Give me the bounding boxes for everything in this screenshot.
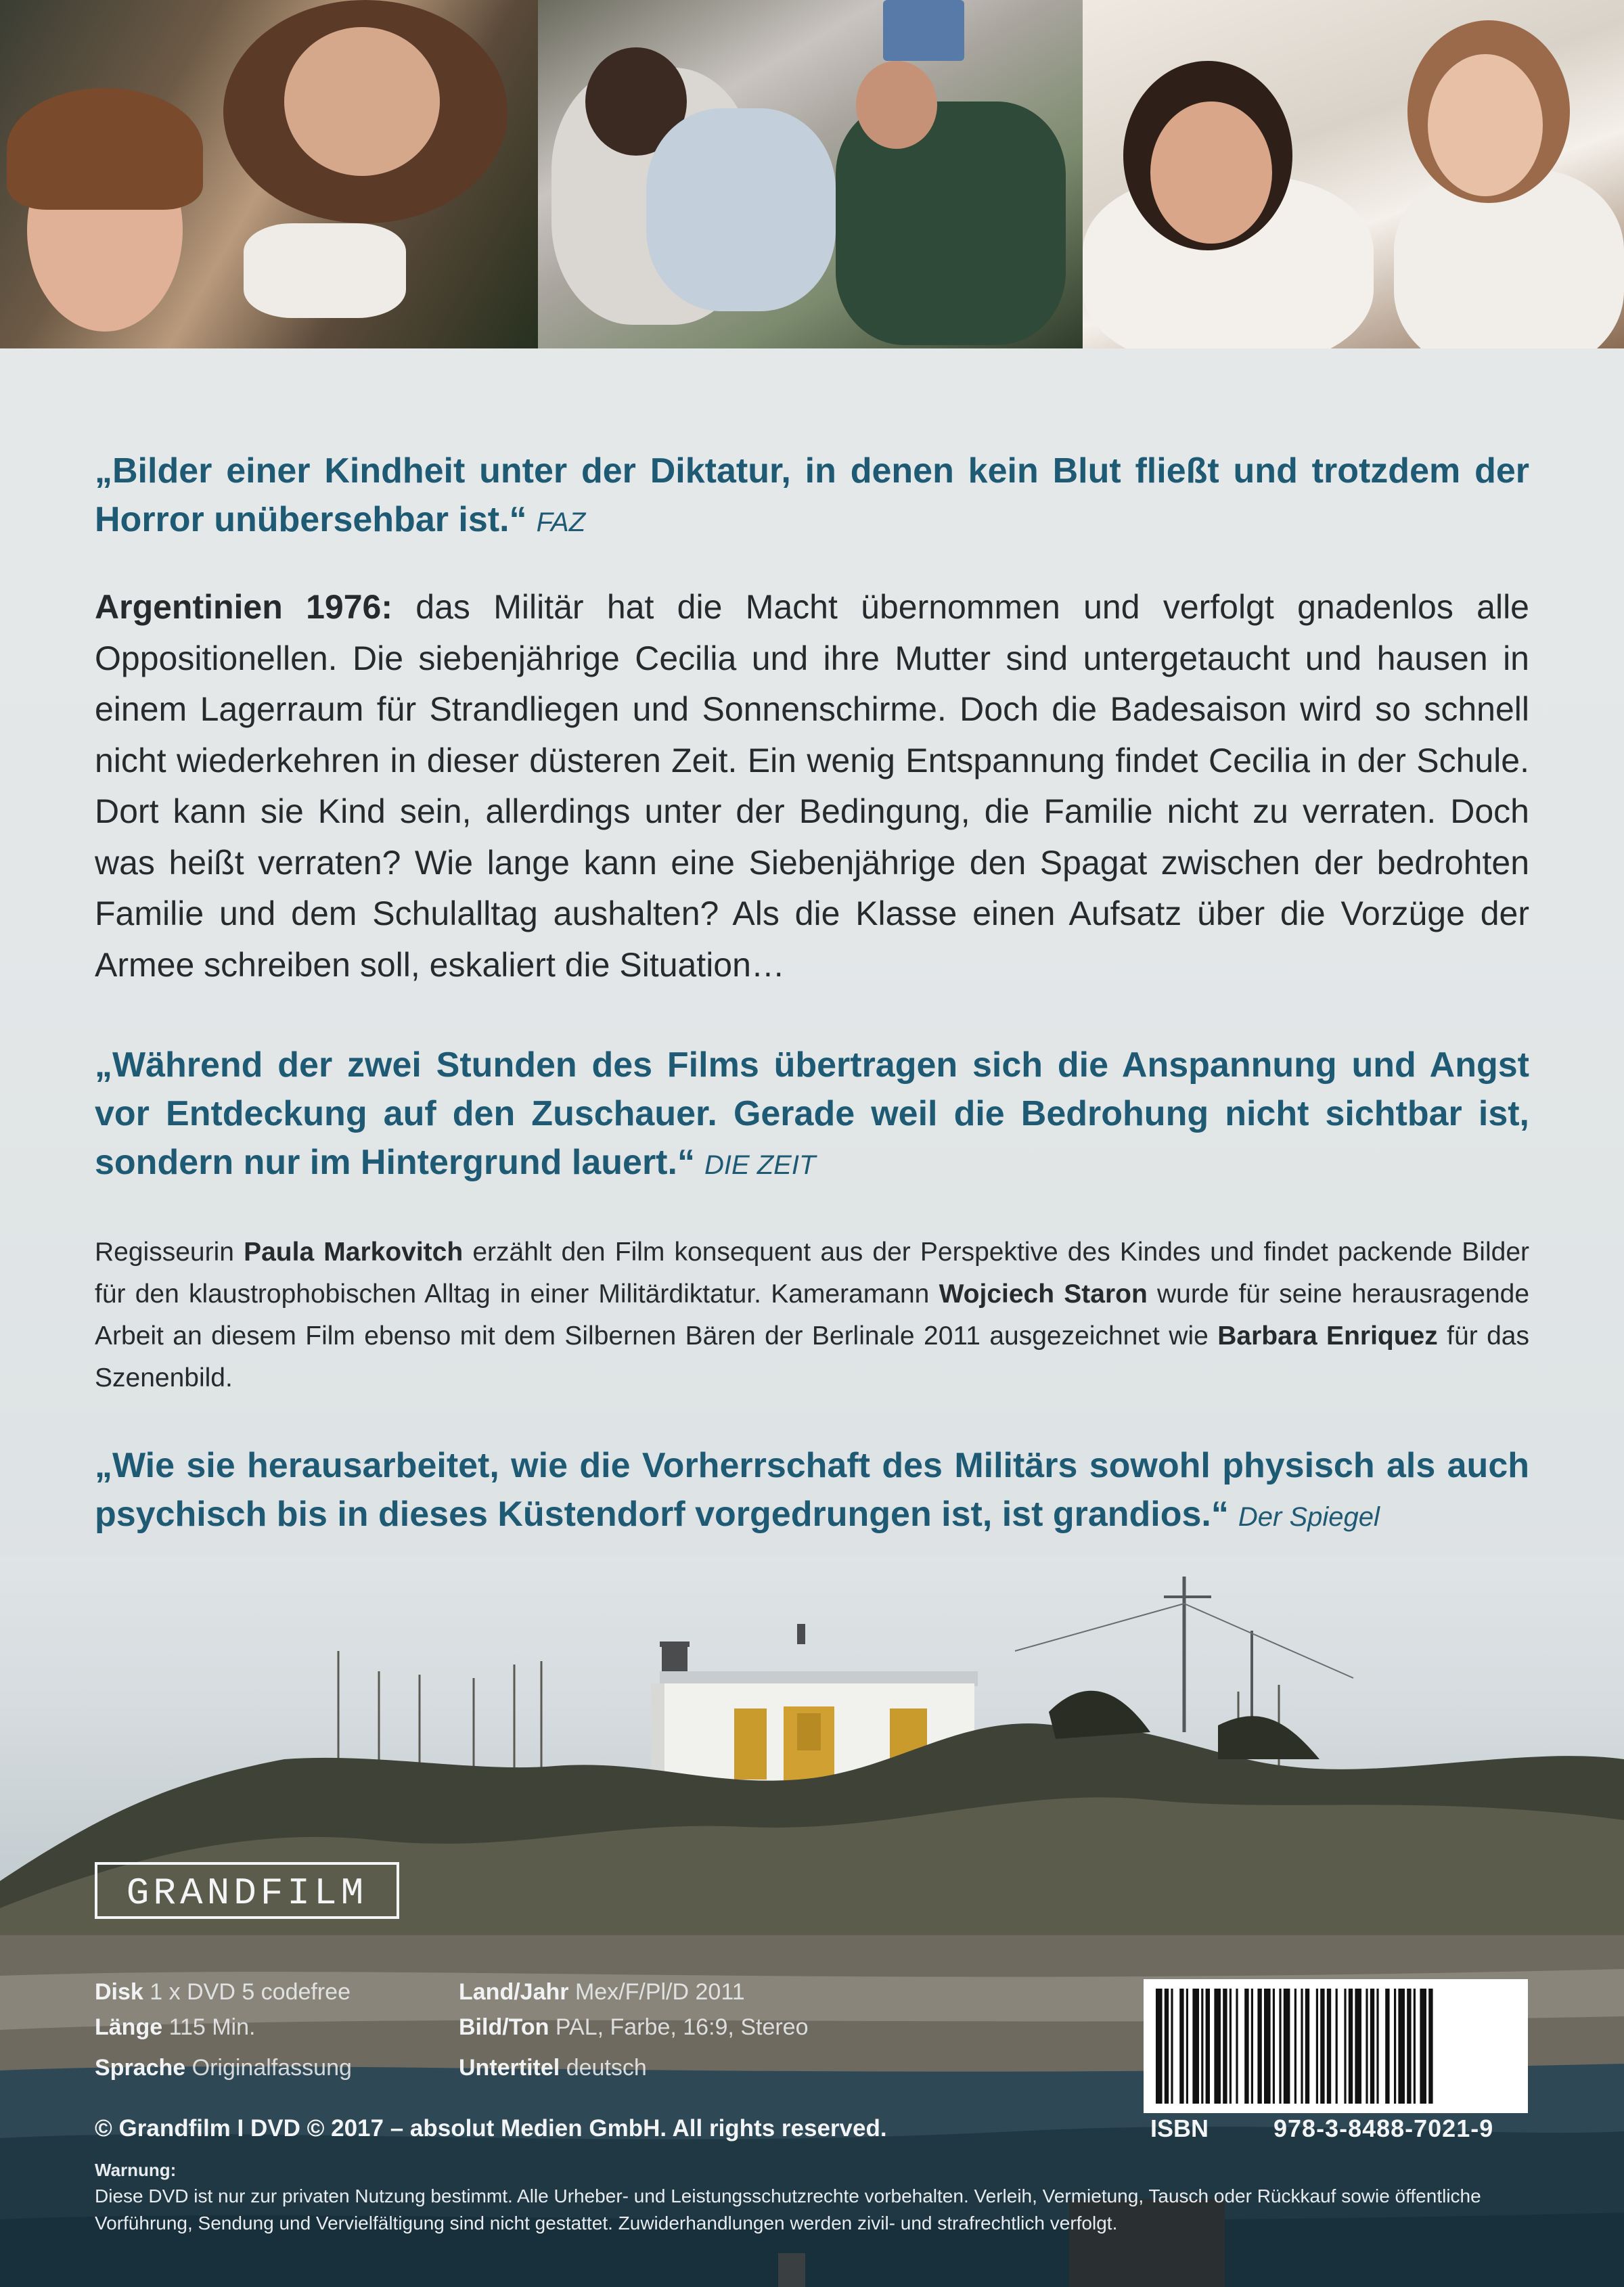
barcode-bar (1355, 1989, 1361, 2104)
beach-hut-illustration (0, 1556, 1624, 2287)
quote-source: FAZ (536, 507, 586, 537)
photo-sleeping-children (538, 0, 1083, 348)
barcode-bar (1230, 1989, 1232, 2104)
credits-text: erzählt den Film konsequent aus der Perspektive des Kindes und findet packende Bilder für den klaustrophobischen Alltag in einer Militärdiktatur. Kameramann (95, 1238, 1529, 1309)
barcode-bar (1398, 1989, 1405, 2104)
barcode-bar (1186, 1989, 1188, 2104)
spec-label: Sprache (95, 2055, 186, 2081)
spec-length (95, 2010, 255, 2045)
press-quote-zeit (95, 1041, 1529, 1190)
barcode-bar (1327, 1989, 1331, 2104)
spec-value: Mex/F/Pl/D 2011 (574, 1979, 745, 2005)
credits-text: für das Szenenbild. (95, 1321, 1529, 1392)
barcode-bar (1305, 1989, 1309, 2104)
grandfilm-logo: GRANDFILM (95, 1862, 399, 1919)
spec-picture (459, 2010, 809, 2045)
photo-strip (0, 0, 1624, 348)
warning-text: Diese DVD ist nur zur privaten Nutzung bestimmt. Alle Urheber- und Leistungsschutzrechte vorbehalten. Verleih, Vermietung, Tausch oder Rückkauf sowie öffentliche Vorführung, Sendung und Vervielfältigung sind nicht gestattet. Zuwiderhandlungen werden zivil- und strafrechtlich verfolgt. (95, 2186, 1481, 2234)
quote-source: DIE ZEIT (704, 1150, 816, 1180)
barcode-bar (1279, 1989, 1281, 2104)
barcode-bar (1206, 1989, 1210, 2104)
isbn-label: ISBN (1150, 2114, 1209, 2142)
quote-text: „Wie sie herausarbeitet, wie die Vorherrschaft des Militärs sowohl physisch als auch psychisch bis in dieses Küstendorf vorgedrungen ist, ist grandios.“ (95, 1446, 1529, 1534)
credits-paragraph (95, 1231, 1529, 1399)
beach-hut-photo (0, 1556, 1624, 2287)
camera-name: Wojciech Staron (939, 1280, 1148, 1309)
spec-label: Land/Jahr (459, 1979, 569, 2005)
warning-title: Warnung: (95, 2160, 177, 2180)
barcode-bar (1344, 1989, 1346, 2104)
barcode-bar (1156, 1989, 1163, 2104)
barcode-bar (1273, 1989, 1275, 2104)
credits-text: wurde für seine herausragende Arbeit an diesem Film ebenso mit dem Silbernen Bären der Berlinale 2011 ausgezeichnet wie (95, 1280, 1530, 1351)
barcode-bar (1192, 1989, 1199, 2104)
press-quote-faz (95, 447, 1529, 547)
photo-schoolchildren (1083, 0, 1624, 348)
spec-country (459, 1974, 745, 2010)
barcode-bar (1284, 1989, 1290, 2104)
barcode-bar (1251, 1989, 1253, 2104)
spec-subtitles (459, 2050, 647, 2085)
barcode-bar (1223, 1989, 1227, 2104)
barcode-bar (1301, 1989, 1303, 2104)
spec-value: Originalfassung (191, 2055, 352, 2081)
barcode-bar (1349, 1989, 1353, 2104)
press-quote-spiegel (95, 1441, 1529, 1541)
barcode-bar (1257, 1989, 1261, 2104)
spec-value: PAL, Farbe, 16:9, Stereo (555, 2014, 809, 2040)
barcode-bars (1156, 1989, 1516, 2104)
quote-text: „Bilder einer Kindheit unter der Diktatur, in denen kein Blut fließt und trotzdem der Horror unübersehbar ist.“ (95, 451, 1529, 539)
barcode-bar (1179, 1989, 1183, 2104)
barcode-bar (1414, 1989, 1416, 2104)
barcode-bar (1201, 1989, 1203, 2104)
barcode (1144, 1979, 1528, 2113)
barcode-bar (1366, 1989, 1368, 2104)
isbn-number: 978-3-8488-7021-9 (1273, 2114, 1494, 2142)
barcode-bar (1420, 1989, 1426, 2104)
copyright-line: © Grandfilm I DVD © 2017 – absolut Medien GmbH. All rights reserved. (95, 2115, 887, 2142)
barcode-bar (1428, 1989, 1433, 2104)
synopsis-text: das Militär hat die Macht übernommen und verfolgt gnadenlos alle Oppositionellen. Die siebenjährige Cecilia und ihre Mutter sind untergetaucht und hausen in einem Lagerraum für Strandliegen und Sonnenschirme. Doch die Badesaison wird so schnell nicht wiederkehren in dieser düsteren Zeit. Ein wenig Entspannung findet Cecilia in der Schule. Dort kann sie Kind sein, allerdings unter der Bedingung, die Familie nicht zu verraten. Doch was heißt verraten? Wie lange kann eine Siebenjährige den Spagat zwischen der bedrohten Familie und dem Schulalltag aushalten? Als die Klasse einen Aufsatz über die Vorzüge der Armee schreiben soll, eskaliert die Situation… (95, 588, 1529, 984)
spec-label: Disk (95, 1979, 143, 2005)
synopsis-lead: Argentinien 1976: (95, 588, 392, 626)
barcode-bar (1385, 1989, 1389, 2104)
synopsis (95, 582, 1529, 991)
photo-girl-writing (0, 0, 538, 348)
barcode-bar (1244, 1989, 1248, 2104)
spec-value: 1 x DVD 5 codefree (150, 1979, 351, 2005)
quote-text: „Während der zwei Stunden des Films übertragen sich die Anspannung und Angst vor Entdeckung auf den Zuschauer. Gerade weil die Bedrohung nicht sichtbar ist, sondern nur im Hintergrund lauert.“ (95, 1045, 1529, 1182)
spec-disk (95, 1974, 351, 2010)
barcode-bar (1316, 1989, 1318, 2104)
barcode-bar (1171, 1989, 1173, 2104)
spec-label: Länge (95, 2014, 163, 2040)
barcode-bar (1394, 1989, 1396, 2104)
spec-label: Bild/Ton (459, 2014, 549, 2040)
designer-name: Barbara Enriquez (1217, 1321, 1438, 1351)
barcode-bar (1407, 1989, 1411, 2104)
director-name: Paula Markovitch (244, 1238, 464, 1267)
quote-source: Der Spiegel (1238, 1502, 1380, 1532)
barcode-bar (1294, 1989, 1296, 2104)
spec-label: Untertitel (459, 2055, 560, 2081)
barcode-bar (1370, 1989, 1374, 2104)
barcode-bar (1336, 1989, 1338, 2104)
spec-language (95, 2050, 352, 2085)
spec-value: deutsch (566, 2055, 647, 2081)
barcode-bar (1320, 1989, 1324, 2104)
barcode-bar (1236, 1989, 1238, 2104)
credits-text: Regisseurin (95, 1238, 244, 1267)
barcode-bar (1264, 1989, 1271, 2104)
spec-value: 115 Min. (168, 2014, 256, 2040)
barcode-bar (1376, 1989, 1378, 2104)
barcode-bar (1214, 1989, 1221, 2104)
barcode-bar (1165, 1989, 1169, 2104)
